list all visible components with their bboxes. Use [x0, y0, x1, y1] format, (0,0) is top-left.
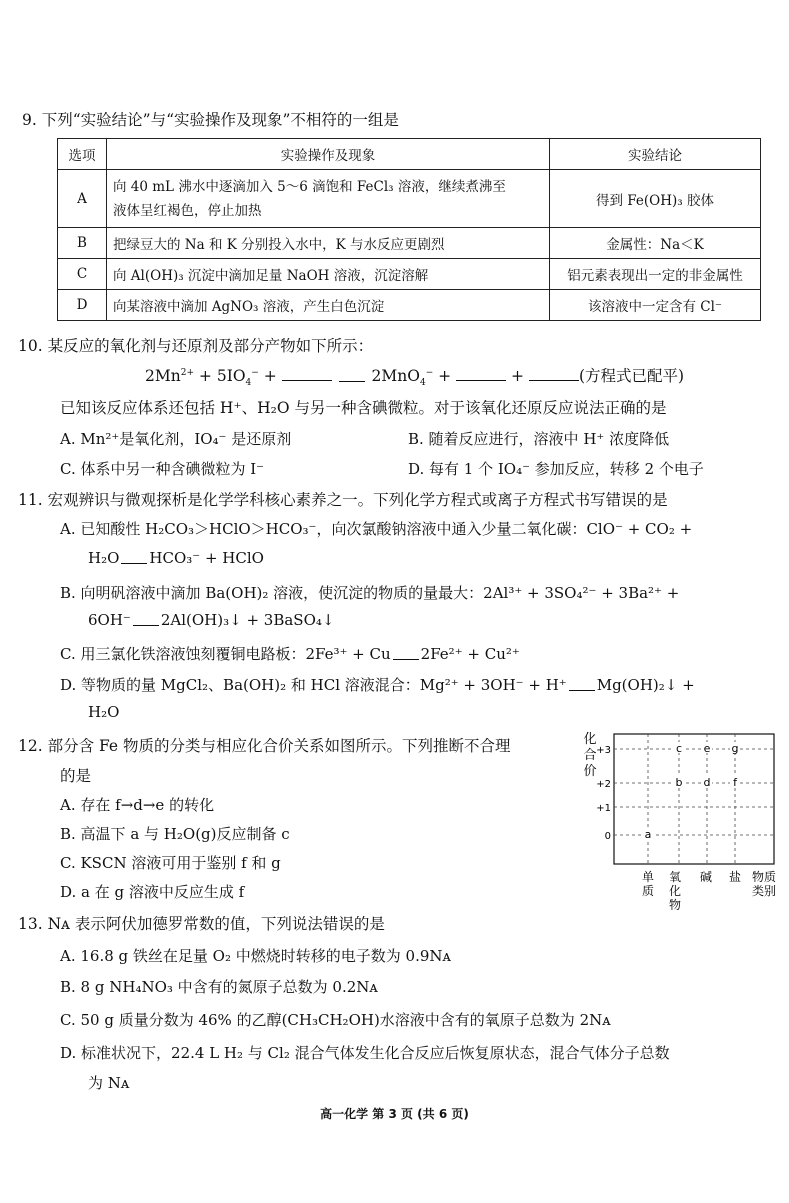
q10-option-a: A. Mn²⁺是氧化剂，IO₄⁻ 是还原剂 — [60, 430, 292, 448]
point-c: c — [675, 742, 683, 755]
q11-option-a-line1: A. 已知酸性 H₂CO₃＞HClO＞HCO₃⁻，向次氯酸钠溶液中通入少量二氧化碳：ClO⁻ + CO₂ + — [60, 520, 693, 538]
q13-option-d-line2: 为 Nᴀ — [88, 1074, 130, 1092]
y-tick-label: +3 — [596, 745, 611, 756]
row-operation — [107, 170, 550, 228]
x-category-label: 盐 — [728, 870, 742, 884]
q10-equation: $2Mn^{2+} + 5IO_4^-$ + 2MnO$_4$− + + (方程式已配平) — [145, 367, 685, 389]
x-category-label: 质 — [641, 884, 655, 898]
table-row — [58, 290, 761, 321]
row-operation-line2: 液体呈红褐色，停止加热 — [113, 202, 262, 219]
row-option: A — [58, 170, 107, 228]
header-conclusion: 实验结论 — [550, 139, 761, 170]
table-row — [58, 170, 761, 228]
q11-option-b-lhs: 6OH⁻ — [88, 611, 131, 629]
chart-frame — [614, 734, 774, 864]
q9-table — [57, 138, 761, 321]
q11-option-c-rhs: 2Fe²⁺ + Cu²⁺ — [420, 645, 520, 663]
x-category-label: 碱 — [699, 870, 713, 884]
q10-option-d: D. 每有 1 个 IO₄⁻ 参加反应，转移 2 个电子 — [408, 460, 704, 478]
q13-option-b: B. 8 g NH₄NO₃ 中含有的氮原子总数为 0.2Nᴀ — [60, 978, 378, 996]
q9-stem: 9. 下列“实验结论”与“实验操作及现象”不相符的一组是 — [22, 111, 399, 129]
x-category-label: 类别 — [751, 884, 777, 898]
y-axis-label-char: 价 — [583, 764, 597, 779]
q11-option-d-line2: H₂O — [88, 703, 120, 721]
row-conclusion: 金属性：Na＜K — [550, 228, 761, 259]
q10-option-c: C. 体系中另一种含碘微粒为 I⁻ — [60, 460, 265, 478]
q12-option-a: A. 存在 f→d→e 的转化 — [60, 796, 215, 814]
q11-option-b-line1: B. 向明矾溶液中滴加 Ba(OH)₂ 溶液，使沉淀的物质的量最大：2Al³⁺ + 3SO₄²⁻ + 3Ba²⁺ + — [60, 584, 680, 602]
q11-stem: 11. 宏观辨识与微观探析是化学学科核心素养之一。下列化学方程式或离子方程式书写错误的是 — [18, 491, 668, 509]
point-f: f — [733, 776, 737, 789]
row-conclusion: 铝元素表现出一定的非金属性 — [550, 259, 761, 290]
q11-option-d-rhs: Mg(OH)₂↓ + — [596, 676, 695, 694]
x-category-label: 氧 — [668, 870, 682, 884]
q12-option-c: C. KSCN 溶液可用于鉴别 f 和 g — [60, 854, 281, 872]
point-d: d — [703, 776, 711, 789]
q10-line2: 已知该反应体系还包括 H⁺、H₂O 与另一种含碘微粒。对于该氧化还原反应说法正确的是 — [60, 399, 667, 417]
q10-stem: 10. 某反应的氧化剂与还原剂及部分产物如下所示： — [18, 337, 374, 355]
x-category-label: 物 — [668, 898, 682, 912]
point-b: b — [675, 776, 683, 789]
point-g: g — [731, 742, 739, 755]
q11-option-a-line2 — [88, 549, 264, 567]
header-option: 选项 — [58, 139, 107, 170]
q11-option-d-line1 — [60, 674, 695, 695]
point-a: a — [644, 828, 652, 841]
row-conclusion: 得到 Fe(OH)₃ 胶体 — [550, 170, 761, 228]
header-operation: 实验操作及现象 — [107, 139, 550, 170]
y-axis-label-char: 合 — [583, 748, 597, 763]
q10-note: (方程式已配平) — [578, 367, 685, 385]
y-tick-label: +1 — [596, 803, 611, 814]
page-footer: 高一化学 第 3 页 (共 6 页) — [320, 1107, 469, 1121]
row-option: C — [58, 259, 107, 290]
q12-stem-line1: 12. 部分含 Fe 物质的分类与相应化合价关系如图所示。下列推断不合理 — [18, 737, 511, 755]
y-tick-label: 0 — [604, 831, 611, 842]
q13-stem: 13. Nᴀ 表示阿伏加德罗常数的值，下列说法错误的是 — [18, 915, 385, 933]
row-option: B — [58, 228, 107, 259]
point-e: e — [703, 742, 711, 755]
valence-class-diagram — [578, 731, 778, 913]
q11-option-c — [60, 643, 520, 664]
table-row — [58, 259, 761, 290]
row-operation-line1: 向 40 mL 沸水中逐滴加入 5～6 滴饱和 FeCl₃ 溶液，继续煮沸至 — [113, 178, 506, 195]
row-conclusion: 该溶液中一定含有 Cl⁻ — [550, 290, 761, 321]
q11-option-a-lhs: H₂O — [88, 549, 120, 567]
row-operation: 向某溶液中滴加 AgNO₃ 溶液，产生白色沉淀 — [107, 290, 550, 321]
table-row — [58, 228, 761, 259]
q13-option-d-line1: D. 标准状况下，22.4 L H₂ 与 Cl₂ 混合气体发生化合反应后恢复原状态，混合气体分子总数 — [60, 1044, 670, 1062]
q13-option-c: C. 50 g 质量分数为 46% 的乙醇(CH₃CH₂OH)水溶液中含有的氧原子总数为 2Nᴀ — [60, 1011, 611, 1029]
x-category-label: 化 — [668, 884, 682, 898]
row-operation: 把绿豆大的 Na 和 K 分别投入水中，K 与水反应更剧烈 — [107, 228, 550, 259]
q12-stem-line2: 的是 — [60, 767, 92, 785]
row-operation: 向 Al(OH)₃ 沉淀中滴加足量 NaOH 溶液，沉淀溶解 — [107, 259, 550, 290]
q11-option-b-line2 — [88, 611, 334, 629]
q11-option-c-lhs: C. 用三氯化铁溶液蚀刻覆铜电路板：2Fe³⁺ + Cu — [60, 645, 391, 663]
q12-option-d: D. a 在 g 溶液中反应生成 f — [60, 883, 245, 901]
q12-option-b: B. 高温下 a 与 H₂O(g)反应制备 c — [60, 825, 290, 843]
q11-option-d-lhs: D. 等物质的量 MgCl₂、Ba(OH)₂ 和 HCl 溶液混合：Mg²⁺ + 3OH⁻ + H⁺ — [60, 676, 567, 694]
x-category-label: 单 — [641, 870, 655, 884]
y-axis-label-char: 化 — [583, 732, 597, 747]
y-tick-label: +2 — [596, 779, 611, 790]
x-category-label: 物质 — [751, 870, 777, 884]
q11-option-b-rhs: 2Al(OH)₃↓ + 3BaSO₄↓ — [160, 611, 335, 629]
q13-option-a: A. 16.8 g 铁丝在足量 O₂ 中燃烧时转移的电子数为 0.9Nᴀ — [60, 947, 451, 965]
row-option: D — [58, 290, 107, 321]
q10-option-b: B. 随着反应进行，溶液中 H⁺ 浓度降低 — [408, 430, 670, 448]
q11-option-a-rhs: HCO₃⁻ + HClO — [149, 549, 264, 567]
